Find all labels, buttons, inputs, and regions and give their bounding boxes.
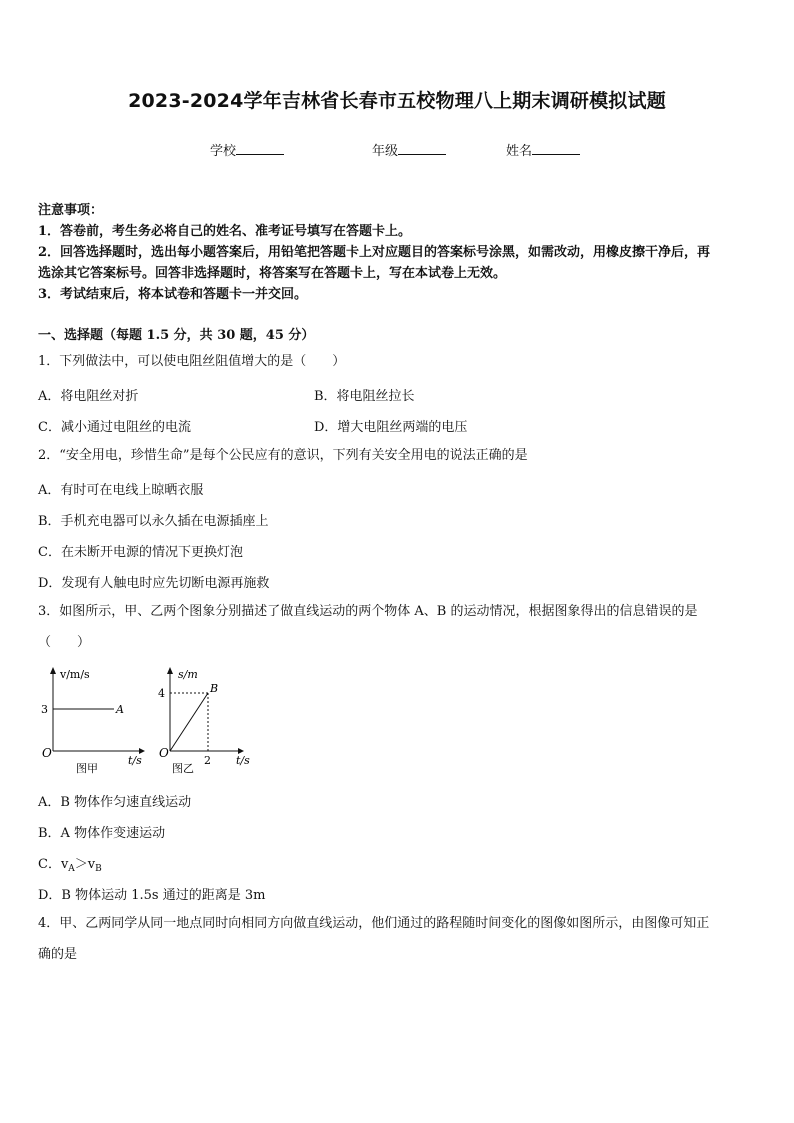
q3-option-c[interactable] — [38, 853, 102, 874]
jia-y-arrow — [50, 667, 56, 674]
q3-stem: 3．如图所示，甲、乙两个图象分别描述了做直线运动的两个物体 A、B 的运动情况，根据图象得出的信息错误的是 — [38, 604, 698, 619]
yi-point-label: B — [210, 682, 219, 695]
notice-item-3: 3．考试结束后，将本试卷和答题卡一并交回。 — [38, 287, 308, 302]
q3-c-sub-b: B — [95, 864, 102, 874]
q3-option-d[interactable]: D．B 物体运动 1.5s 通过的距离是 3m — [38, 888, 266, 903]
q3-c-sub-a: A — [68, 864, 75, 874]
q3-stem-cont: （ ） — [38, 635, 91, 650]
name-label: 姓名 — [506, 144, 533, 159]
section-heading: 一、选择题（每题 1.5 分，共 30 题，45 分） — [38, 328, 315, 343]
q3-option-a[interactable]: A．B 物体作匀速直线运动 — [38, 795, 192, 810]
jia-origin: O — [42, 746, 52, 760]
q3-c-mid: ＞v — [74, 857, 96, 872]
student-info-row — [0, 140, 794, 160]
q1-option-c[interactable]: C．减小通过电阻丝的电流 — [38, 420, 191, 435]
graph-jia — [41, 667, 145, 775]
yi-caption: 图乙 — [172, 762, 194, 775]
jia-caption: 图甲 — [76, 762, 98, 775]
grade-field[interactable] — [372, 140, 446, 159]
q2-option-d[interactable]: D．发现有人触电时应先切断电源再施救 — [38, 576, 270, 591]
notice-item-2-cont: 选涂其它答案标号。回答非选择题时，将答案写在答题卡上，写在本试卷上无效。 — [38, 266, 507, 281]
yi-origin: O — [159, 746, 169, 760]
grade-label: 年级 — [372, 144, 399, 159]
jia-line-label: A — [116, 703, 124, 716]
yi-line-b — [170, 693, 208, 751]
q2-option-b[interactable]: B．手机充电器可以永久插在电源插座上 — [38, 514, 269, 529]
graph-yi — [158, 667, 250, 775]
jia-ytick: 3 — [41, 703, 48, 716]
name-field[interactable] — [506, 140, 580, 159]
school-label: 学校 — [210, 144, 237, 159]
jia-xlabel: t/s — [128, 754, 142, 767]
q2-option-a[interactable]: A．有时可在电线上晾晒衣服 — [38, 483, 204, 498]
yi-ytick: 4 — [158, 687, 165, 700]
notice-heading: 注意事项： — [38, 203, 104, 218]
q1-option-b[interactable]: B．将电阻丝拉长 — [314, 389, 415, 404]
yi-ylabel: s/m — [178, 668, 198, 681]
notice-item-1: 1．答卷前，考生务必将自己的姓名、准考证号填写在答题卡上。 — [38, 224, 412, 239]
grade-blank[interactable] — [398, 140, 446, 155]
notice-item-2: 2．回答选择题时，选出每小题答案后，用铅笔把答题卡上对应题目的答案标号涂黑，如需改动，用橡皮擦干净后，再 — [38, 245, 711, 260]
q1-option-a[interactable]: A．将电阻丝对折 — [38, 389, 139, 404]
yi-xlabel: t/s — [236, 754, 250, 767]
q1-option-d[interactable]: D．增大电阻丝两端的电压 — [314, 420, 468, 435]
yi-y-arrow — [167, 667, 173, 674]
q2-stem: 2．“安全用电，珍惜生命”是每个公民应有的意识，下列有关安全用电的说法正确的是 — [38, 448, 528, 463]
q3-figure — [38, 660, 258, 780]
q2-option-c[interactable]: C．在未断开电源的情况下更换灯泡 — [38, 545, 243, 560]
school-blank[interactable] — [236, 140, 284, 155]
page-title: 2023-2024学年吉林省长春市五校物理八上期末调研模拟试题 — [128, 90, 666, 112]
school-field[interactable] — [210, 140, 284, 159]
q4-stem-cont: 确的是 — [38, 947, 78, 962]
name-blank[interactable] — [532, 140, 580, 155]
yi-xtick: 2 — [204, 754, 211, 767]
q3-option-b[interactable]: B．A 物体作变速运动 — [38, 826, 166, 841]
jia-ylabel: v/m/s — [60, 668, 90, 681]
q4-stem: 4．甲、乙两同学从同一地点同时向相同方向做直线运动，他们通过的路程随时间变化的图像如图所示，由图像可知正 — [38, 916, 710, 931]
q3-c-prefix: C．v — [38, 857, 69, 872]
q1-stem: 1．下列做法中，可以使电阻丝阻值增大的是（ ） — [38, 354, 346, 369]
